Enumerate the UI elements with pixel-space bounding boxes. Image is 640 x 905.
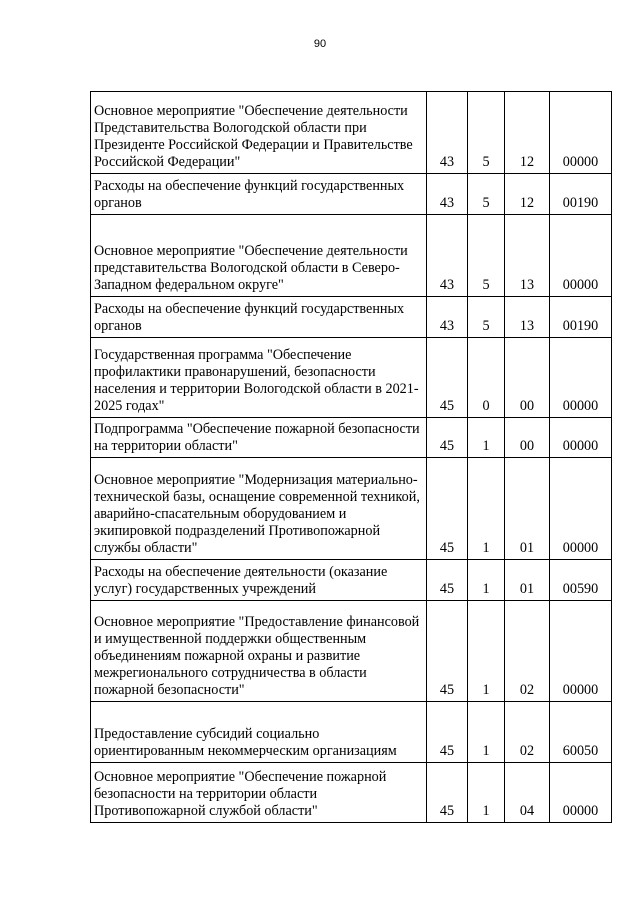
event-code-cell: 12 xyxy=(505,92,550,174)
program-code-cell: 45 xyxy=(427,560,468,601)
subprogram-code-cell: 1 xyxy=(468,763,505,823)
program-code-cell: 45 xyxy=(427,702,468,763)
subprogram-code-cell: 1 xyxy=(468,560,505,601)
row-name-cell: Основное мероприятие "Обеспечение деятельности представительства Вологодской области в Северо-Западном федеральном округе" xyxy=(91,215,427,297)
subprogram-code-cell: 5 xyxy=(468,174,505,215)
subprogram-code-cell: 5 xyxy=(468,297,505,338)
table-row xyxy=(91,174,612,215)
event-code-cell: 02 xyxy=(505,702,550,763)
table-row xyxy=(91,458,612,560)
event-code-cell: 13 xyxy=(505,297,550,338)
program-code-cell: 45 xyxy=(427,418,468,458)
row-name-cell: Государственная программа "Обеспечение профилактики правонарушений, безопасности населения и территории Вологодской области в 2021-2025 годах" xyxy=(91,338,427,418)
program-code-cell: 43 xyxy=(427,174,468,215)
table-row xyxy=(91,763,612,823)
event-code-cell: 13 xyxy=(505,215,550,297)
table-row xyxy=(91,215,612,297)
expense-code-cell: 00000 xyxy=(550,763,612,823)
subprogram-code-cell: 0 xyxy=(468,338,505,418)
table-row xyxy=(91,338,612,418)
row-name-cell: Подпрограмма "Обеспечение пожарной безопасности на территории области" xyxy=(91,418,427,458)
table-row xyxy=(91,560,612,601)
table-row xyxy=(91,92,612,174)
table-row xyxy=(91,702,612,763)
program-code-cell: 45 xyxy=(427,763,468,823)
subprogram-code-cell: 1 xyxy=(468,702,505,763)
program-code-cell: 45 xyxy=(427,601,468,702)
program-code-cell: 43 xyxy=(427,215,468,297)
table-row xyxy=(91,418,612,458)
row-name-cell: Расходы на обеспечение деятельности (оказание услуг) государственных учреждений xyxy=(91,560,427,601)
program-code-cell: 43 xyxy=(427,297,468,338)
expense-code-cell: 00000 xyxy=(550,601,612,702)
expense-code-cell: 00000 xyxy=(550,215,612,297)
subprogram-code-cell: 5 xyxy=(468,215,505,297)
event-code-cell: 00 xyxy=(505,338,550,418)
row-name-cell: Расходы на обеспечение функций государственных органов xyxy=(91,174,427,215)
expense-code-cell: 00000 xyxy=(550,418,612,458)
row-name-cell: Основное мероприятие "Модернизация материально-технической базы, оснащение современной техникой, аварийно-спасательным оборудованием и экипировкой подразделений Противопожарной службы области" xyxy=(91,458,427,560)
table-row xyxy=(91,297,612,338)
expense-code-cell: 60050 xyxy=(550,702,612,763)
row-name-cell: Основное мероприятие "Обеспечение деятельности Представительства Вологодской области при Президенте Российской Федерации и Правительстве Российской Федерации" xyxy=(91,92,427,174)
event-code-cell: 00 xyxy=(505,418,550,458)
expense-code-cell: 00000 xyxy=(550,458,612,560)
program-code-cell: 45 xyxy=(427,338,468,418)
program-code-cell: 43 xyxy=(427,92,468,174)
subprogram-code-cell: 5 xyxy=(468,92,505,174)
event-code-cell: 01 xyxy=(505,458,550,560)
row-name-cell: Основное мероприятие "Обеспечение пожарной безопасности на территории области Противопожарной службой области" xyxy=(91,763,427,823)
subprogram-code-cell: 1 xyxy=(468,418,505,458)
row-name-cell: Основное мероприятие "Предоставление финансовой и имущественной поддержки общественным объединениям пожарной охраны и развитие межрегионального сотрудничества в области пожарной безопасности" xyxy=(91,601,427,702)
event-code-cell: 12 xyxy=(505,174,550,215)
row-name-cell: Расходы на обеспечение функций государственных органов xyxy=(91,297,427,338)
subprogram-code-cell: 1 xyxy=(468,458,505,560)
expense-code-cell: 00590 xyxy=(550,560,612,601)
program-code-cell: 45 xyxy=(427,458,468,560)
row-name-cell: Предоставление субсидий социально ориентированным некоммерческим организациям xyxy=(91,702,427,763)
expense-code-cell: 00190 xyxy=(550,174,612,215)
event-code-cell: 02 xyxy=(505,601,550,702)
expense-code-cell: 00000 xyxy=(550,338,612,418)
event-code-cell: 01 xyxy=(505,560,550,601)
table-row xyxy=(91,601,612,702)
budget-classification-table xyxy=(90,91,612,823)
event-code-cell: 04 xyxy=(505,763,550,823)
expense-code-cell: 00190 xyxy=(550,297,612,338)
expense-code-cell: 00000 xyxy=(550,92,612,174)
page-number: 90 xyxy=(313,38,327,50)
subprogram-code-cell: 1 xyxy=(468,601,505,702)
